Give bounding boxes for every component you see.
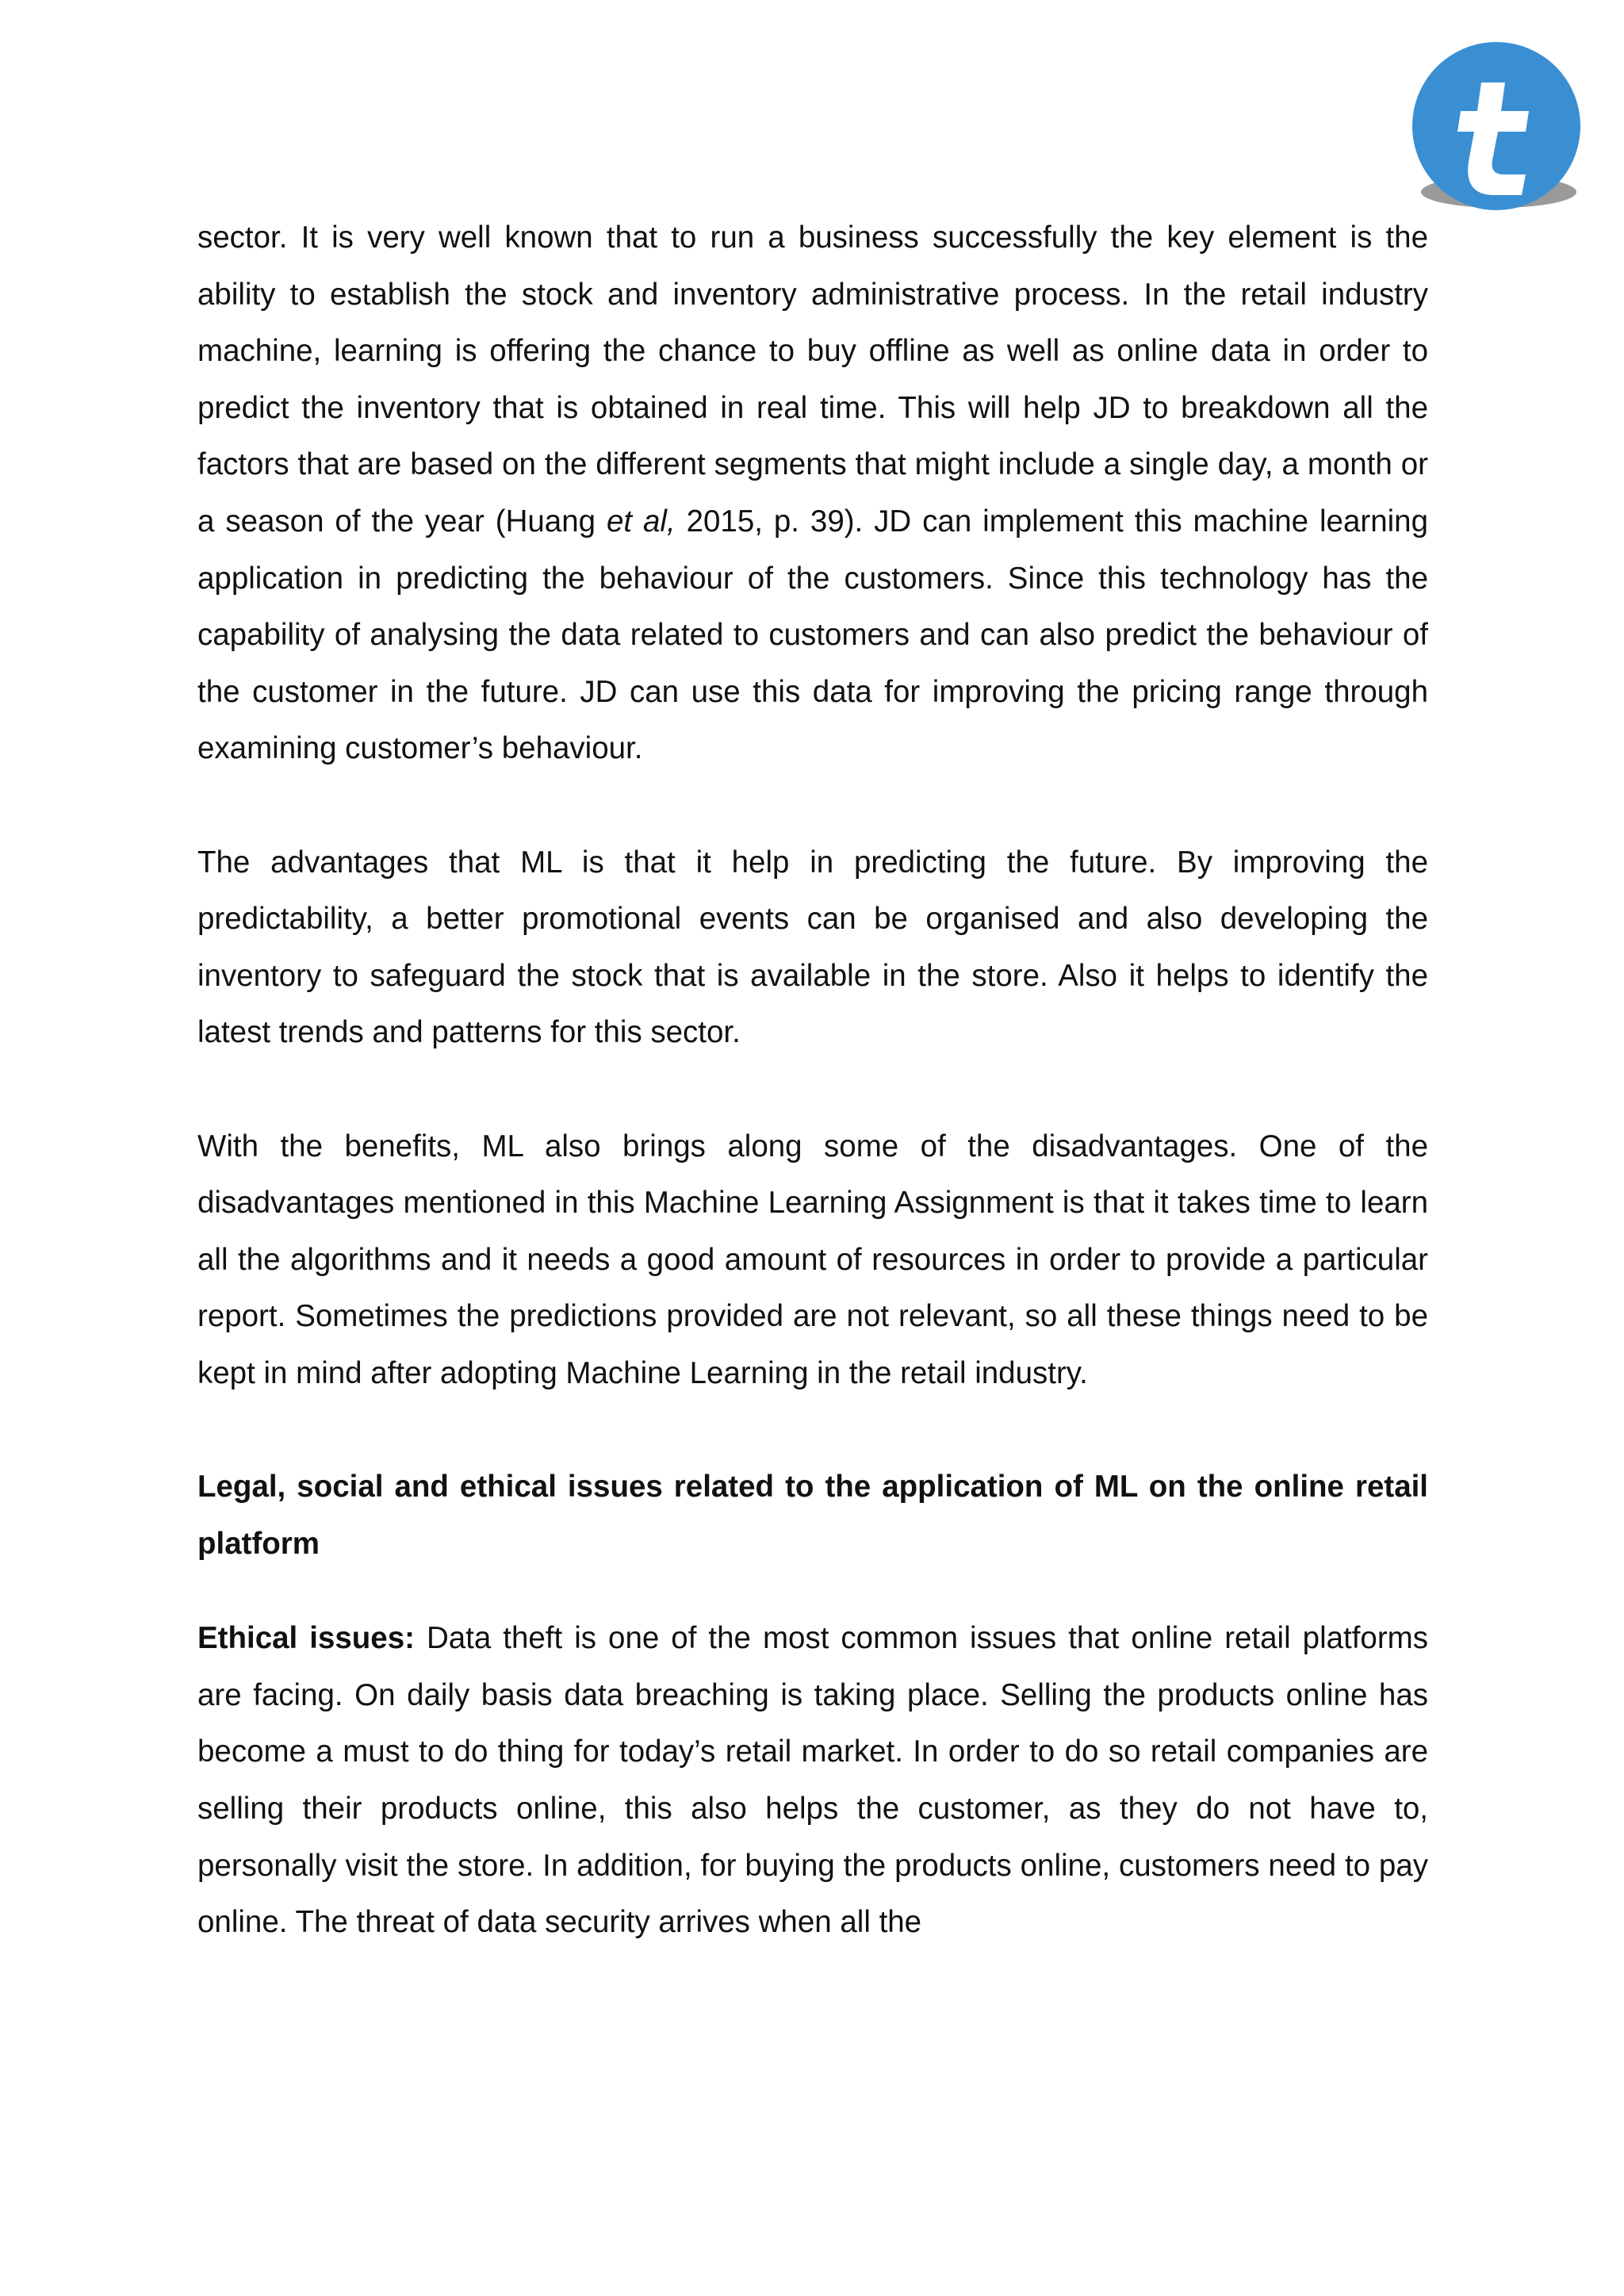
ethical-issues-label: Ethical issues:: [197, 1621, 415, 1656]
document-body: [197, 209, 1428, 1951]
paragraph-text: Data theft is one of the most common issues that online retail platforms are facing. On daily basis data breaching is taking place. Selling the products online has become a must to do thing for today’s retail market. In order to do so retail companies are selling their products online, this also helps the customer, as they do not have to, personally visit the store. In addition, for buying the products online, customers need to pay online. The threat of data security arrives when all the: [197, 1621, 1428, 1940]
paragraph-ethical-issues: [197, 1610, 1428, 1951]
paragraph-text: sector. It is very well known that to run a business successfully the key element is the ability to establish the stock and inventory administrative process. In the retail industry machine, learning is offering the chance to buy offline as well as online data in order to predict the inventory that is obtained in real time. This will help JD to breakdown all the factors that are based on the different segments that might include a single day, a month or a season of the year (Huang: [197, 220, 1428, 539]
paragraph-disadvantages: With the benefits, ML also brings along some of the disadvantages. One of the disadvantages mentioned in this Machine Learning Assignment is that it takes time to learn all the algorithms and it needs a good amount of resources in order to provide a particular report. Sometimes the predictions provided are not relevant, so all these things need to be kept in mind after adopting Machine Learning in the retail industry.: [197, 1129, 1428, 1390]
brand-t-logo-icon: [1408, 41, 1584, 217]
paragraph-inventory-prediction: [197, 209, 1428, 777]
paragraph-text: 2015, p. 39). JD can implement this machine learning application in predicting the behaviour of the customers. Since this technology has the capability of analysing the data related to customers and can also predict the behaviour of the customer in the future. JD can use this data for improving the pricing range through examining customer’s behaviour.: [197, 504, 1428, 766]
paragraph-advantages: The advantages that ML is that it help in predicting the future. By improving the predictability, a better promotional events can be organised and also developing the inventory to safeguard the stock that is available in the store. Also it helps to identify the latest trends and patterns for this sector.: [197, 845, 1428, 1050]
section-heading: Legal, social and ethical issues related to the application of ML on the online retail platform: [197, 1470, 1428, 1561]
citation-italic: et al,: [606, 504, 676, 539]
